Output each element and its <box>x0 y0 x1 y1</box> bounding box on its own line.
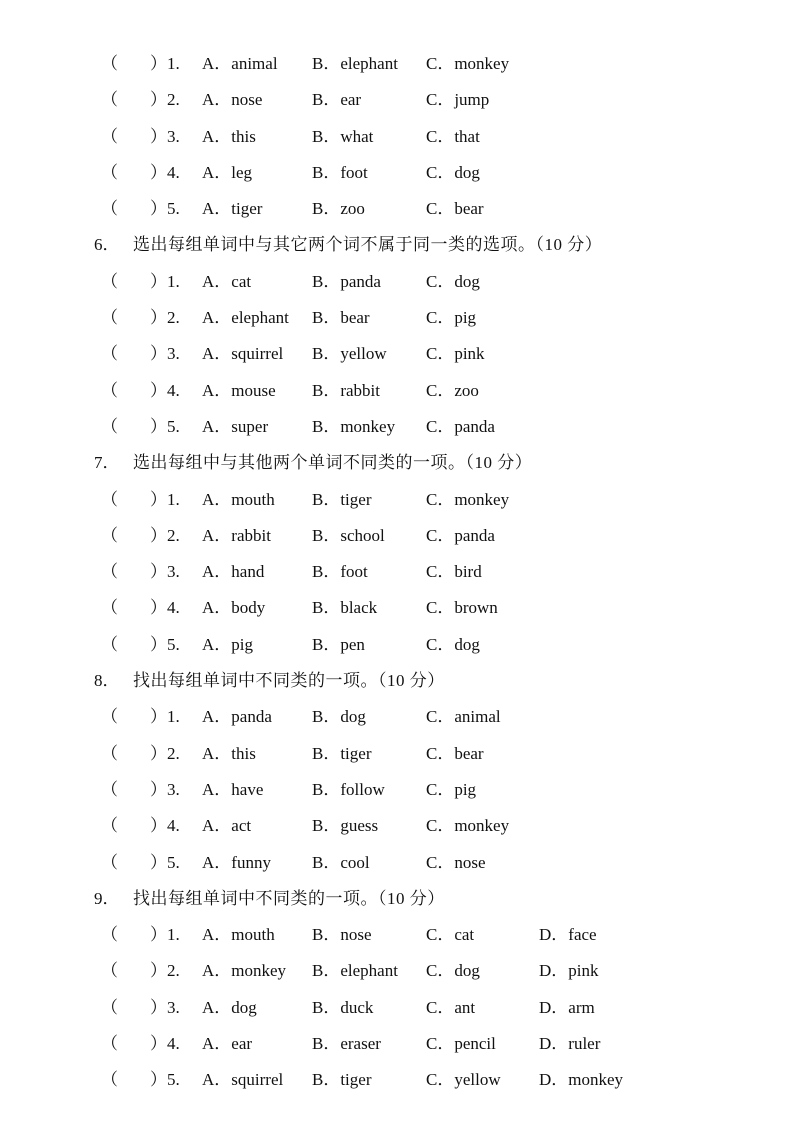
question-number: ）3. <box>150 126 180 146</box>
answer-option: C．animal <box>426 707 501 727</box>
section-instruction: 选出每组单词中与其它两个词不属于同一类的选项。（10 分） <box>133 235 603 255</box>
exercise-section <box>0 227 794 445</box>
answer-option: A．hand <box>202 562 265 582</box>
answer-option: C．bear <box>426 199 484 219</box>
answer-blank-open[interactable]: （ <box>101 489 118 509</box>
section-instruction: 找出每组单词中不同类的一项。（10 分） <box>133 671 445 691</box>
answer-option: B．guess <box>312 816 379 836</box>
answer-option: C．that <box>426 126 480 146</box>
answer-blank-open[interactable]: （ <box>101 54 118 73</box>
question-number: ）4. <box>150 1034 180 1054</box>
answer-option: B．elephant <box>312 54 398 73</box>
answer-option: A．have <box>202 779 264 799</box>
answer-option: C．pink <box>426 344 485 364</box>
question-row <box>0 300 794 336</box>
answer-option: C．jump <box>426 90 490 110</box>
answer-blank-open[interactable]: （ <box>101 126 118 146</box>
answer-option: B．nose <box>312 925 372 945</box>
question-number: ）4. <box>150 816 180 836</box>
answer-blank-open[interactable]: （ <box>101 634 118 654</box>
question-row <box>0 953 794 989</box>
answer-blank-open[interactable]: （ <box>101 707 118 727</box>
answer-option: A．super <box>202 416 269 436</box>
section-number: 9． <box>94 888 120 908</box>
answer-option: B．elephant <box>312 961 398 981</box>
answer-blank-open[interactable]: （ <box>101 162 118 182</box>
answer-option: A．body <box>202 598 266 618</box>
answer-blank-open[interactable]: （ <box>101 743 118 763</box>
answer-blank-open[interactable]: （ <box>101 816 118 836</box>
answer-option: B．bear <box>312 308 370 328</box>
answer-option: D．arm <box>539 997 595 1017</box>
question-row <box>0 373 794 409</box>
answer-option: B．panda <box>312 271 381 291</box>
answer-option: C．dog <box>426 634 480 654</box>
answer-option: C．dog <box>426 162 480 182</box>
answer-option: A．nose <box>202 90 263 110</box>
answer-option: B．school <box>312 525 385 545</box>
answer-option: C．ant <box>426 997 476 1017</box>
answer-option: C．monkey <box>426 54 510 73</box>
answer-option: A．squirrel <box>202 344 284 364</box>
question-number: ）1. <box>150 489 180 509</box>
worksheet-page <box>0 46 794 1099</box>
answer-option: B．what <box>312 126 374 146</box>
question-row <box>0 917 794 953</box>
question-row <box>0 845 794 881</box>
answer-option: A．elephant <box>202 308 289 328</box>
answer-option: D．monkey <box>539 1070 624 1090</box>
answer-option: A．this <box>202 126 256 146</box>
question-row <box>0 627 794 663</box>
answer-blank-open[interactable]: （ <box>101 308 118 328</box>
answer-blank-open[interactable]: （ <box>101 852 118 872</box>
section-heading <box>0 663 794 699</box>
answer-option: A．monkey <box>202 961 287 981</box>
question-row <box>0 518 794 554</box>
question-row <box>0 336 794 372</box>
exercise-section <box>0 663 794 881</box>
answer-option: B．eraser <box>312 1034 381 1054</box>
answer-option: B．ear <box>312 90 362 110</box>
answer-blank-open[interactable]: （ <box>101 925 118 945</box>
question-number: ）3. <box>150 562 180 582</box>
answer-option: D．face <box>539 925 597 945</box>
answer-option: C．bear <box>426 743 484 763</box>
answer-option: A．squirrel <box>202 1070 284 1090</box>
question-row <box>0 119 794 155</box>
answer-option: D．pink <box>539 961 599 981</box>
answer-option: B．zoo <box>312 199 365 219</box>
question-row <box>0 772 794 808</box>
question-row <box>0 155 794 191</box>
answer-option: B．rabbit <box>312 380 380 400</box>
question-number: ）5. <box>150 852 180 872</box>
question-number: ）3. <box>150 779 180 799</box>
answer-option: B．foot <box>312 562 368 582</box>
answer-blank-open[interactable]: （ <box>101 525 118 545</box>
answer-option: A．animal <box>202 54 278 73</box>
answer-blank-open[interactable]: （ <box>101 961 118 981</box>
answer-blank-open[interactable]: （ <box>101 344 118 364</box>
answer-blank-open[interactable]: （ <box>101 380 118 400</box>
answer-option: C．cat <box>426 925 475 945</box>
question-row <box>0 554 794 590</box>
answer-blank-open[interactable]: （ <box>101 779 118 799</box>
answer-option: D．ruler <box>539 1034 601 1054</box>
question-number: ）5. <box>150 416 180 436</box>
section-number: 7． <box>94 453 120 473</box>
question-number: ）2. <box>150 525 180 545</box>
answer-blank-open[interactable]: （ <box>101 562 118 582</box>
question-number: ）1. <box>150 54 180 73</box>
question-number: ）2. <box>150 961 180 981</box>
question-row <box>0 191 794 227</box>
answer-option: C．panda <box>426 416 495 436</box>
question-number: ）5. <box>150 1070 180 1090</box>
answer-option: A．mouth <box>202 489 275 509</box>
section-number: 6． <box>94 235 120 255</box>
question-row <box>0 1026 794 1062</box>
answer-option: C．bird <box>426 562 482 582</box>
answer-option: A．this <box>202 743 256 763</box>
question-row <box>0 1062 794 1098</box>
answer-option: B．dog <box>312 707 366 727</box>
answer-option: A．cat <box>202 271 252 291</box>
answer-blank-open[interactable]: （ <box>101 199 118 219</box>
question-number: ）5. <box>150 634 180 654</box>
question-row <box>0 590 794 626</box>
question-row <box>0 482 794 518</box>
section-heading <box>0 227 794 263</box>
answer-option: C．brown <box>426 598 498 618</box>
question-number: ）5. <box>150 199 180 219</box>
question-row <box>0 46 794 82</box>
answer-option: A．leg <box>202 162 253 182</box>
question-row <box>0 264 794 300</box>
answer-option: A．rabbit <box>202 525 271 545</box>
answer-option: B．pen <box>312 634 365 654</box>
question-number: ）2. <box>150 90 180 110</box>
question-number: ）2. <box>150 743 180 763</box>
answer-option: C．monkey <box>426 816 510 836</box>
answer-blank-open[interactable]: （ <box>101 90 118 110</box>
answer-option: C．pig <box>426 779 477 799</box>
answer-option: A．act <box>202 816 252 836</box>
answer-option: C．pencil <box>426 1034 496 1054</box>
answer-option: B．tiger <box>312 743 372 763</box>
question-row <box>0 736 794 772</box>
question-number: ）4. <box>150 162 180 182</box>
answer-option: C．monkey <box>426 489 510 509</box>
answer-blank-open[interactable]: （ <box>101 598 118 618</box>
answer-option: A．pig <box>202 634 253 654</box>
answer-blank-open[interactable]: （ <box>101 997 118 1017</box>
answer-option: B．monkey <box>312 416 396 436</box>
answer-blank-open[interactable]: （ <box>101 1070 118 1090</box>
question-row <box>0 82 794 118</box>
exercise-section <box>0 46 794 227</box>
answer-option: C．pig <box>426 308 477 328</box>
answer-option: A．funny <box>202 852 271 872</box>
answer-blank-open[interactable]: （ <box>101 271 118 291</box>
question-number: ）1. <box>150 271 180 291</box>
question-row <box>0 409 794 445</box>
answer-option: B．duck <box>312 997 374 1017</box>
answer-option: B．follow <box>312 779 385 799</box>
exercise-section <box>0 881 794 1099</box>
answer-option: B．yellow <box>312 344 387 364</box>
answer-option: C．dog <box>426 271 480 291</box>
exercise-section <box>0 445 794 663</box>
answer-option: A．panda <box>202 707 272 727</box>
section-instruction: 选出每组中与其他两个单词不同类的一项。（10 分） <box>133 453 533 473</box>
question-row <box>0 808 794 844</box>
answer-option: A．ear <box>202 1034 253 1054</box>
section-heading <box>0 445 794 481</box>
answer-option: C．panda <box>426 525 495 545</box>
answer-option: C．nose <box>426 852 486 872</box>
answer-blank-open[interactable]: （ <box>101 1034 118 1054</box>
answer-option: A．mouth <box>202 925 275 945</box>
answer-option: A．mouse <box>202 380 276 400</box>
question-number: ）1. <box>150 925 180 945</box>
answer-option: B．tiger <box>312 1070 372 1090</box>
answer-option: B．cool <box>312 852 370 872</box>
answer-option: B．tiger <box>312 489 372 509</box>
answer-option: B．black <box>312 598 378 618</box>
question-number: ）3. <box>150 344 180 364</box>
question-row <box>0 990 794 1026</box>
question-number: ）4. <box>150 598 180 618</box>
section-heading <box>0 881 794 917</box>
section-instruction: 找出每组单词中不同类的一项。（10 分） <box>133 888 445 908</box>
question-number: ）1. <box>150 707 180 727</box>
answer-option: A．tiger <box>202 199 263 219</box>
answer-option: C．yellow <box>426 1070 501 1090</box>
answer-option: A．dog <box>202 997 257 1017</box>
answer-option: C．zoo <box>426 380 479 400</box>
section-number: 8． <box>94 671 120 691</box>
answer-option: B．foot <box>312 162 368 182</box>
question-row <box>0 699 794 735</box>
answer-blank-open[interactable]: （ <box>101 416 118 436</box>
question-number: ）4. <box>150 380 180 400</box>
question-number: ）3. <box>150 997 180 1017</box>
question-number: ）2. <box>150 308 180 328</box>
answer-option: C．dog <box>426 961 480 981</box>
